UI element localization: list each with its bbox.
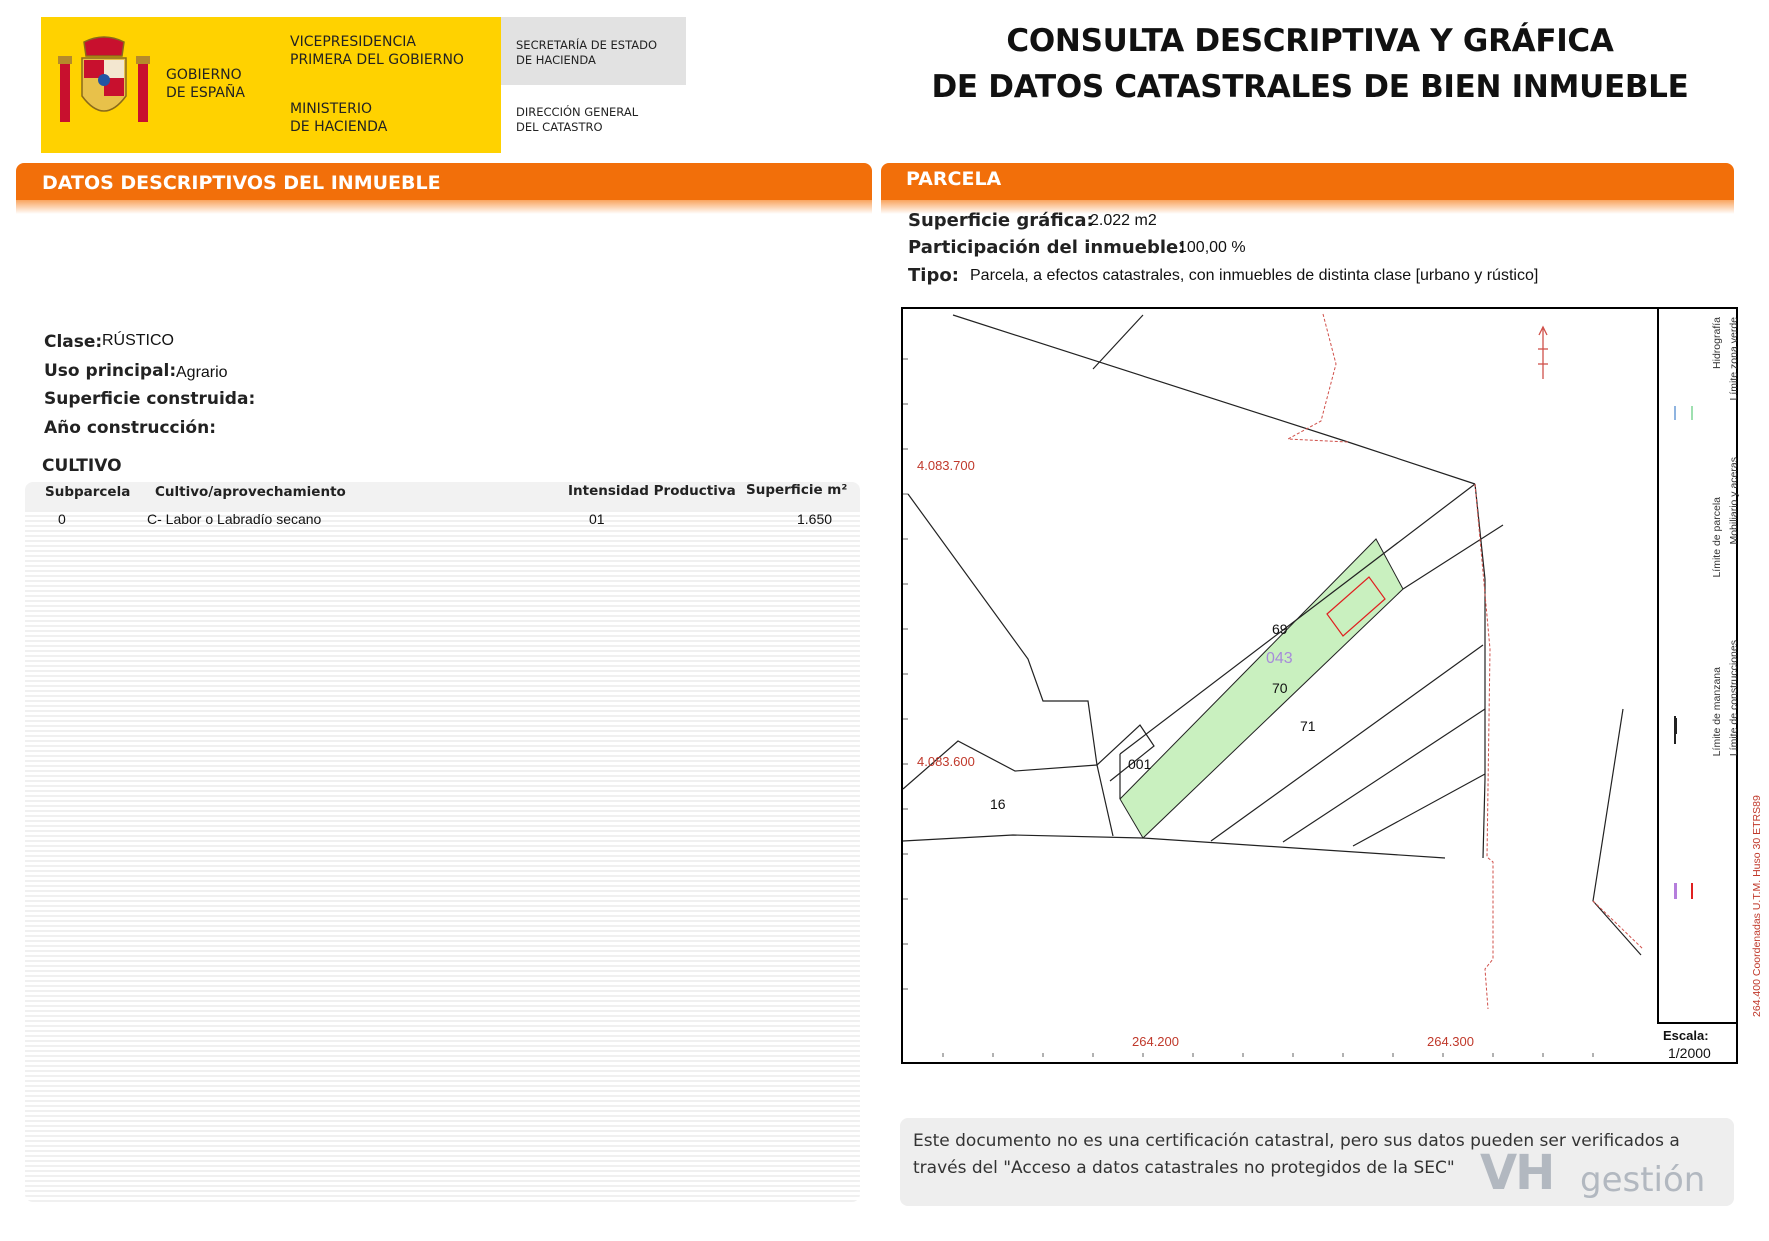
map-legend — [1660, 317, 1763, 1018]
table-cell-intensidad: 01 — [589, 511, 605, 527]
participacion-value: 100,00 % — [1178, 239, 1246, 256]
parcel-label-001: 001 — [1128, 756, 1152, 772]
table-cell-superficie: 1.650 — [797, 511, 833, 527]
legend-coordinates: 264.400 Coordenadas U.T.M. Huso 30 ETRS89 — [1751, 795, 1763, 1017]
superficie-grafica-value: 2.022 m2 — [1090, 212, 1157, 229]
watermark-gestion: gestión — [1580, 1160, 1706, 1200]
uso-label: Uso principal: — [44, 361, 177, 381]
clase-label: Clase: — [44, 332, 103, 352]
escala-separator — [1657, 1022, 1736, 1024]
col-superficie: Superficie m² — [746, 482, 848, 498]
swatch-parcela-line — [1674, 730, 1676, 744]
disclaimer-text: Este documento no es una certificación catastral, pero sus datos pueden ser verificados a través del "Acceso a datos catastrales no protegidos de la SEC" — [913, 1131, 1680, 1178]
tipo-label: Tipo: — [908, 265, 959, 286]
parcel-label-043: 043 — [1266, 650, 1293, 667]
col-intensidad: Intensidad Productiva — [568, 483, 736, 499]
uso-value: Agrario — [176, 364, 228, 381]
escala-label: Escala: — [1663, 1028, 1709, 1043]
watermark-vh: VH — [1480, 1145, 1554, 1201]
secretaria-text: SECRETARÍA DE ESTADO DE HACIENDA — [516, 38, 658, 67]
tipo-value: Parcela, a efectos catastrales, con inmuebles de distinta clase [urbano y rústico] — [970, 267, 1539, 284]
coord-y-top: 4.083.700 — [917, 458, 975, 473]
legend-separator — [1657, 307, 1659, 1022]
swatch-manzana — [1674, 883, 1677, 899]
coord-x-left: 264.200 — [1132, 1034, 1179, 1049]
clase-value: RÚSTICO — [102, 332, 174, 349]
superficie-grafica-label: Superficie gráfica: — [908, 210, 1094, 231]
north-arrow-icon — [1538, 327, 1548, 379]
participacion-label: Participación del inmueble: — [908, 237, 1186, 258]
col-cultivo: Cultivo/aprovechamiento — [155, 484, 346, 500]
legend-parcela: Límite de parcela — [1711, 497, 1723, 578]
gobierno-text: GOBIERNO DE ESPAÑA — [166, 67, 245, 101]
datos-section-title: DATOS DESCRIPTIVOS DEL INMUEBLE — [42, 172, 441, 194]
legend-construcciones: Límite de construcciones — [1728, 640, 1740, 757]
cultivo-table — [25, 482, 860, 1202]
parcel-label-71: 71 — [1300, 718, 1316, 734]
table-cell-subparcela: 0 — [58, 511, 66, 527]
coord-x-right: 264.300 — [1427, 1034, 1474, 1049]
vicepresidencia-text: VICEPRESIDENCIA PRIMERA DEL GOBIERNO — [290, 34, 464, 68]
zone-limit-lines — [1288, 314, 1643, 1009]
coord-y-bottom: 4.083.600 — [917, 754, 975, 769]
parcel-label-69: 69 — [1272, 621, 1288, 637]
anio-construccion-label: Año construcción: — [44, 418, 217, 438]
legend-manzana: Límite de manzana — [1711, 667, 1723, 757]
col-subparcela: Subparcela — [45, 484, 131, 500]
swatch-zona-verde — [1691, 406, 1693, 420]
parcel-label-70: 70 — [1272, 680, 1288, 696]
cultivo-title: CULTIVO — [42, 456, 122, 476]
parcela-section-title: PARCELA — [906, 168, 1002, 190]
legend-mobiliario: Mobiliario y aceras — [1728, 457, 1740, 545]
escala-value: 1/2000 — [1668, 1045, 1711, 1061]
coat-of-arms-icon — [56, 34, 152, 132]
map-ticks-left — [903, 359, 908, 989]
ministerio-text: MINISTERIO DE HACIENDA — [290, 101, 388, 135]
parcel-label-16: 16 — [990, 796, 1006, 812]
legend-hidrografia: Hidrografía — [1711, 317, 1723, 369]
superficie-construida-label: Superficie construida: — [44, 389, 256, 409]
swatch-construcciones — [1691, 883, 1693, 899]
swatch-hidrografia — [1674, 406, 1676, 420]
datos-section-fade — [16, 200, 872, 214]
direccion-text: DIRECCIÓN GENERAL DEL CATASTRO — [516, 105, 639, 134]
map-ticks-bottom — [943, 1053, 1593, 1057]
legend-zona-verde: Límite zona verde — [1728, 317, 1740, 401]
table-cell-cultivo: C- Labor o Labradío secano — [147, 511, 322, 527]
page-title: CONSULTA DESCRIPTIVA Y GRÁFICA DE DATOS CATASTRALES DE BIEN INMUEBLE — [931, 23, 1689, 105]
parcela-section-bar — [881, 163, 1734, 204]
